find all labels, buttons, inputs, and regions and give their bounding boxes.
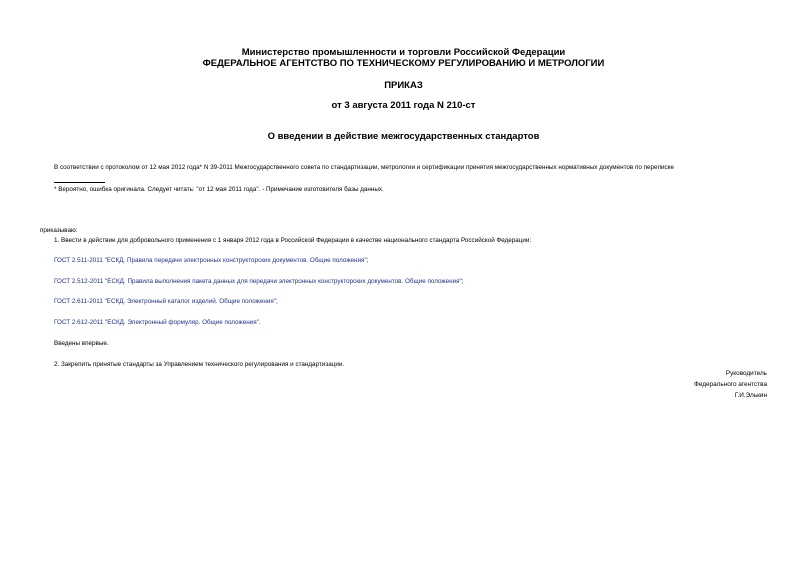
signature-name: Г.И.Элькин: [734, 392, 767, 399]
signature-agency: Федерального агентства: [693, 381, 767, 388]
standard-link[interactable]: ГОСТ 2.512-2011 "ЕСКД. Правила выполнения пакета данных для передачи электронных конструкторских документов. Общие положения": [54, 278, 462, 285]
standard-link[interactable]: ГОСТ 2.511-2011 "ЕСКД. Правила передачи электронных конструкторских документов. Общие положения": [54, 257, 367, 264]
introduced-note: Введены впервые.: [54, 340, 109, 347]
doc-type: ПРИКАЗ: [384, 80, 423, 91]
standard-link[interactable]: ГОСТ 2.612-2011 "ЕСКД. Электронный формуляр. Общие положения": [54, 319, 259, 326]
standard-item: ГОСТ 2.511-2011 "ЕСКД. Правила передачи электронных конструкторских документов. Общие положения";: [54, 257, 369, 264]
footnote-text: * Вероятно, ошибка оригинала. Следует читать: "от 12 мая 2011 года". - Примечание изготовителя базы данных.: [54, 186, 384, 193]
doc-subject: О введении в действие межгосударственных стандартов: [267, 131, 540, 142]
order-item-2: 2. Закрепить принятые стандарты за Управлением технического регулирования и стандартизации.: [54, 361, 345, 368]
standard-item: ГОСТ 2.612-2011 "ЕСКД. Электронный формуляр. Общие положения".: [54, 319, 261, 326]
standard-link[interactable]: ГОСТ 2.611-2011 "ЕСКД. Электронный каталог изделий. Общие положения": [54, 298, 276, 305]
doc-date-number: от 3 августа 2011 года N 210-ст: [331, 100, 476, 111]
orders-word: приказываю:: [40, 227, 78, 234]
footnote-divider: [54, 182, 105, 183]
ministry-name: Министерство промышленности и торговли Российской Федерации: [241, 47, 566, 58]
standard-item: ГОСТ 2.512-2011 "ЕСКД. Правила выполнения пакета данных для передачи электронных конструкторских документов. Общие положения";: [54, 278, 464, 285]
preamble-text: В соответствии с протоколом от 12 мая 2012 года* N 39-2011 Межгосударственного совета по стандартизации, метрологии и сертификации принятия межгосударственных нормативных документов по переписке: [54, 164, 674, 171]
signature-title: Руководитель: [725, 370, 767, 377]
order-item-1: 1. Ввести в действие для добровольного применения с 1 января 2012 года в Российской Федерации в качестве национального стандарта Российской Федерации:: [54, 237, 532, 244]
agency-name: ФЕДЕРАЛЬНОЕ АГЕНТСТВО ПО ТЕХНИЧЕСКОМУ РЕГУЛИРОВАНИЮ И МЕТРОЛОГИИ: [202, 58, 605, 69]
standard-item: ГОСТ 2.611-2011 "ЕСКД. Электронный каталог изделий. Общие положения";: [54, 298, 278, 305]
